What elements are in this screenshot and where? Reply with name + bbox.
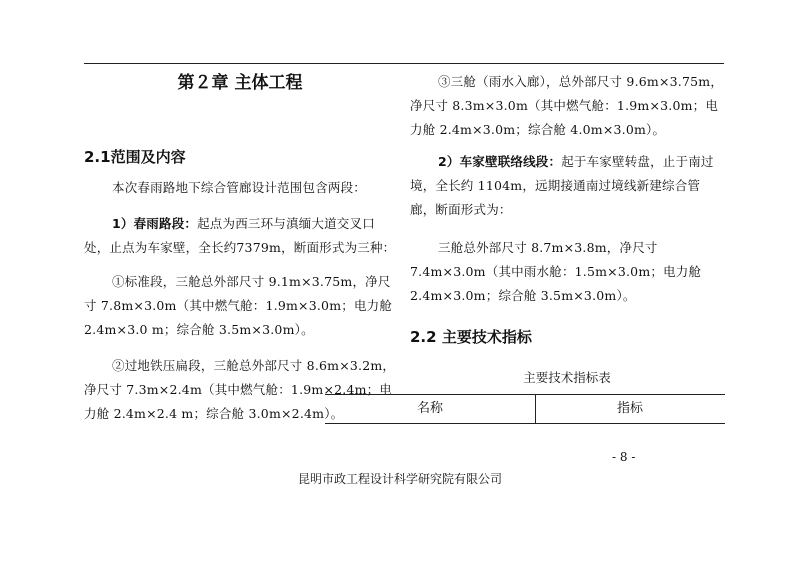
section-2-2-heading [410, 326, 532, 347]
section-number: 2.2 [410, 328, 437, 346]
table-header-name: 名称 [416, 401, 443, 416]
table-header-index: 指标 [616, 401, 643, 416]
segment2-label: 2）车家壁联络线段： [438, 154, 562, 169]
footer-company: 昆明市政工程设计科学研究院有限公司 [297, 472, 502, 486]
segment1-text: 起点为西三环与滇缅大道交叉口处，止点为车家壁，全长约7379m，断面形式为三种： [84, 216, 396, 255]
page-number: - 8 - [612, 450, 636, 464]
item1-paragraph: ①标准段，三舱总外部尺寸 9.1m×3.75m，净尺寸 7.8m×3.0m（其中燃气舱：1.9m×3.0m；电力舱 2.4m×3.0 m；综合舱 3.5m×3.0m）。 [84, 274, 393, 337]
section-title: 范围及内容 [110, 148, 186, 166]
item2-paragraph: ②过地铁压扁段，三舱总外部尺寸 8.6m×3.2m，净尺寸 7.3m×2.4m（其中燃气舱：1.9m×2.4m；电力舱 2.4m×2.4 m；综合舱 3.0m×2.4m）。 [84, 358, 396, 421]
section-number: 2.1 [84, 148, 111, 166]
section-title: 主要技术指标 [441, 328, 532, 346]
segment1-label: 1）春雨路段： [112, 216, 198, 231]
intro-paragraph: 本次春雨路地下综合管廊设计范围包含两段： [112, 180, 367, 195]
segment1-paragraph [84, 212, 396, 260]
section-2-1-heading [84, 146, 186, 167]
item3-paragraph: ③三舱（雨水入廊），总外部尺寸 9.6m×3.75m，净尺寸 8.3m×3.0m（其中燃气舱：1.9m×3.0m；电力舱 2.4m×3.0m；综合舱 4.0m×3.0m）。 [410, 74, 724, 137]
segment2-paragraph [410, 150, 724, 222]
chapter-title: 第２章 主体工程 [177, 73, 303, 93]
technical-index-table [325, 394, 725, 424]
segment2-detail-paragraph: 三舱总外部尺寸 8.7m×3.8m，净尺寸 7.4m×3.0m（其中雨水舱：1.5m×3.0m；电力舱 2.4m×3.0m；综合舱 3.5m×3.0m）。 [410, 240, 702, 303]
table-caption: 主要技术指标表 [523, 370, 611, 385]
segment2-text: 起于车家壁转盘，止于南过境，全长约 1104m，远期接通南过境线新建综合管廊，断面形式为： [410, 154, 714, 217]
header-rule [84, 63, 724, 64]
